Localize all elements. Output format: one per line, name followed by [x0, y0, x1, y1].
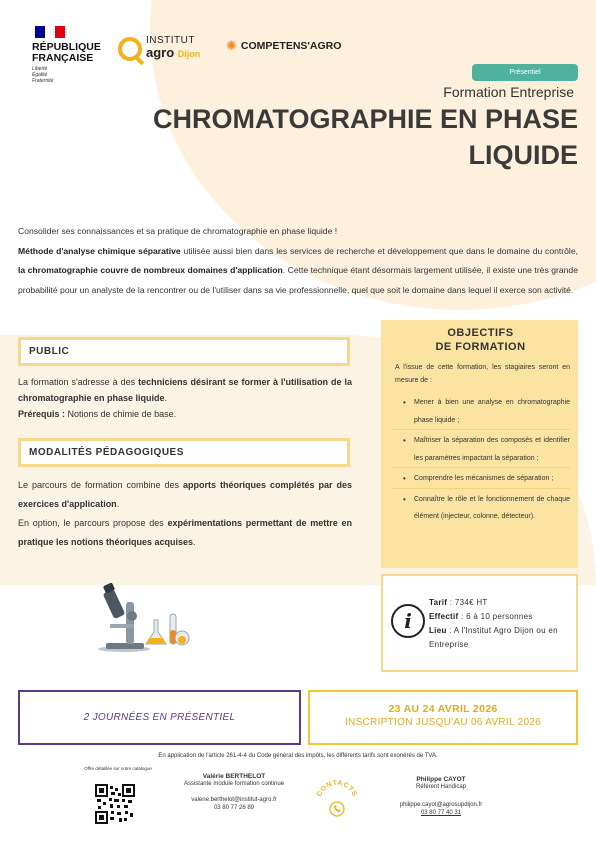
tarif-value: : 734€ HT [447, 598, 488, 607]
formation-type: Formation Entreprise [443, 84, 574, 100]
contact-card-valerie [166, 773, 302, 812]
objectives-title-2: DE FORMATION [435, 341, 526, 353]
effectif-value: : 6 à 10 personnes [458, 612, 533, 621]
list-item: • Comprendre les mécanismes de séparation ; [391, 467, 570, 488]
objectives-title [391, 326, 570, 354]
contact-name: Philippe CAYOT [416, 776, 466, 783]
dates-box [308, 690, 578, 745]
legal-notice: En application de l'article 261-4-4 du Code général des impôts, les différents tarifs sont exonérés de TVA. [158, 753, 438, 759]
competens-text: COMPETENS'AGRO [240, 40, 342, 52]
objectives-box [381, 320, 578, 568]
competens-agro-logo [226, 40, 341, 52]
flag-icon [35, 26, 65, 38]
prereq-text: Notions de chimie de base. [65, 409, 177, 419]
modalites-text [18, 476, 352, 552]
intro-text-1: utilisée aussi bien dans les services de recherche et développement que dans le domaine du contrôle, [180, 245, 578, 256]
format-badge: Présentiel [472, 64, 578, 81]
intro-bold-2: la chromatographie couvre de nombreux domaines d'application [18, 265, 283, 275]
effectif-label: Effectif [429, 612, 459, 621]
flag-stripe [35, 26, 45, 38]
qr-caption: Offre détaillée sur notre catalogue [84, 766, 152, 771]
public-text-2: . [164, 393, 168, 403]
contacts-badge [312, 775, 362, 825]
sun-icon: ✺ [226, 38, 237, 53]
modal-text-1: Le parcours de formation combine des [18, 480, 184, 490]
agro-mark-icon [118, 37, 142, 61]
contact-role: Référent Handicap [415, 783, 467, 790]
rf-motto-2: Égalité [32, 72, 48, 78]
intro-paragraph-2 [18, 242, 578, 301]
prereq-label: Prérequis : [18, 409, 66, 419]
public-bold-1: techniciens désirant se former à l'utilisation de la chromatographie en phase liquide [18, 377, 352, 403]
registration-deadline: INSCRIPTION JUSQU'AU 06 AVRIL 2026 [344, 717, 542, 728]
section-heading-public: PUBLIC [18, 337, 350, 366]
flag-stripe [55, 26, 65, 38]
session-dates: 23 AU 24 AVRIL 2026 [388, 703, 498, 715]
microscope-flasks-illustration [96, 580, 192, 654]
republique-francaise-logo [32, 26, 112, 84]
public-text [18, 374, 352, 422]
modal-bold-1: apports théoriques complétés par des exercices d'application [18, 480, 353, 509]
duration-box: 2 JOURNÉES EN PRÉSENTIEL [18, 690, 301, 745]
rf-motto-1: Liberté [32, 66, 48, 72]
svg-text:CONTACTS [316, 780, 358, 798]
phone-icon [330, 802, 344, 816]
modal-text-3: En option, le parcours propose des [18, 518, 168, 528]
modal-text-4: . [193, 537, 196, 547]
tarif-label: Tarif [429, 598, 448, 607]
title-line-1: CHROMATOGRAPHIE EN PHASE [152, 104, 578, 134]
page-title [38, 101, 578, 173]
section-heading-modalites: MODALITÉS PÉDAGOGIQUES [18, 438, 350, 467]
info-text [429, 596, 577, 652]
institut-agro-logo [118, 36, 200, 61]
modal-text-2: . [116, 499, 120, 509]
objectives-intro: A l'issue de cette formation, les stagiaires seront en mesure de : [395, 364, 570, 384]
objectives-title-1: OBJECTIFS [447, 327, 514, 339]
contact-phone[interactable]: 03 80 77 40 31 [420, 809, 462, 816]
list-item: • Mener à bien une analyse en chromatographie phase liquide ; [391, 392, 570, 429]
rf-motto-3: Fraternité [32, 78, 54, 84]
info-box [381, 574, 578, 672]
lieu-value: : A l'Institut Agro Dijon ou en Entreprise [429, 626, 558, 649]
rf-line-1: RÉPUBLIQUE [32, 41, 101, 53]
flag-stripe [45, 26, 55, 38]
intro-text-2: . Cette technique étant désormais largement utilisée, il existe une très grande probabilité pour un analyste de la rencontrer ou de l'utiliser dans sa vie professionnelle, quel que soit le domaine dans lequel il exerce son activité. [18, 265, 578, 295]
contact-name: Valérie BERTHELOT [202, 773, 266, 780]
contact-card-philippe [382, 776, 500, 817]
contacts-label: CONTACTS [316, 779, 358, 798]
contact-role: Assistante module formation continue [183, 780, 285, 787]
contact-email-link[interactable]: valerie.berthelot@institut-agro.fr [191, 797, 277, 803]
list-item: • Connaître le rôle et le fonctionnement de chaque élément (injecteur, colonne, détecteur). [391, 488, 570, 526]
agro-line-2: agro [146, 45, 175, 60]
objectives-list [391, 392, 570, 526]
agro-line-1: INSTITUT [146, 35, 195, 46]
intro-text [18, 222, 578, 300]
intro-paragraph-1: Consolider ses connaissances et sa pratique de chromatographie en phase liquide ! [18, 226, 338, 236]
title-line-2: LIQUIDE [468, 140, 578, 170]
contact-email-link[interactable]: philippe.cayot@agrosupdijon.fr [399, 802, 483, 808]
intro-bold-1: Méthode d'analyse chimique séparative [18, 245, 181, 256]
contact-phone[interactable]: 03 80 77 26 89 [213, 804, 255, 811]
rf-line-2: FRANÇAISE [32, 52, 94, 64]
info-icon: i [391, 604, 425, 638]
modal-bold-2: expérimentations permettant de mettre en pratique les notions théoriques acquises [18, 518, 352, 547]
qr-code-icon[interactable] [95, 784, 135, 824]
lieu-label: Lieu [429, 626, 447, 635]
list-item: • Maîtriser la séparation des composés et identifier les paramètres impactant la séparation ; [391, 429, 570, 467]
agro-city: Dijon [177, 49, 201, 59]
public-text-1: La formation s'adresse à des [18, 377, 139, 387]
